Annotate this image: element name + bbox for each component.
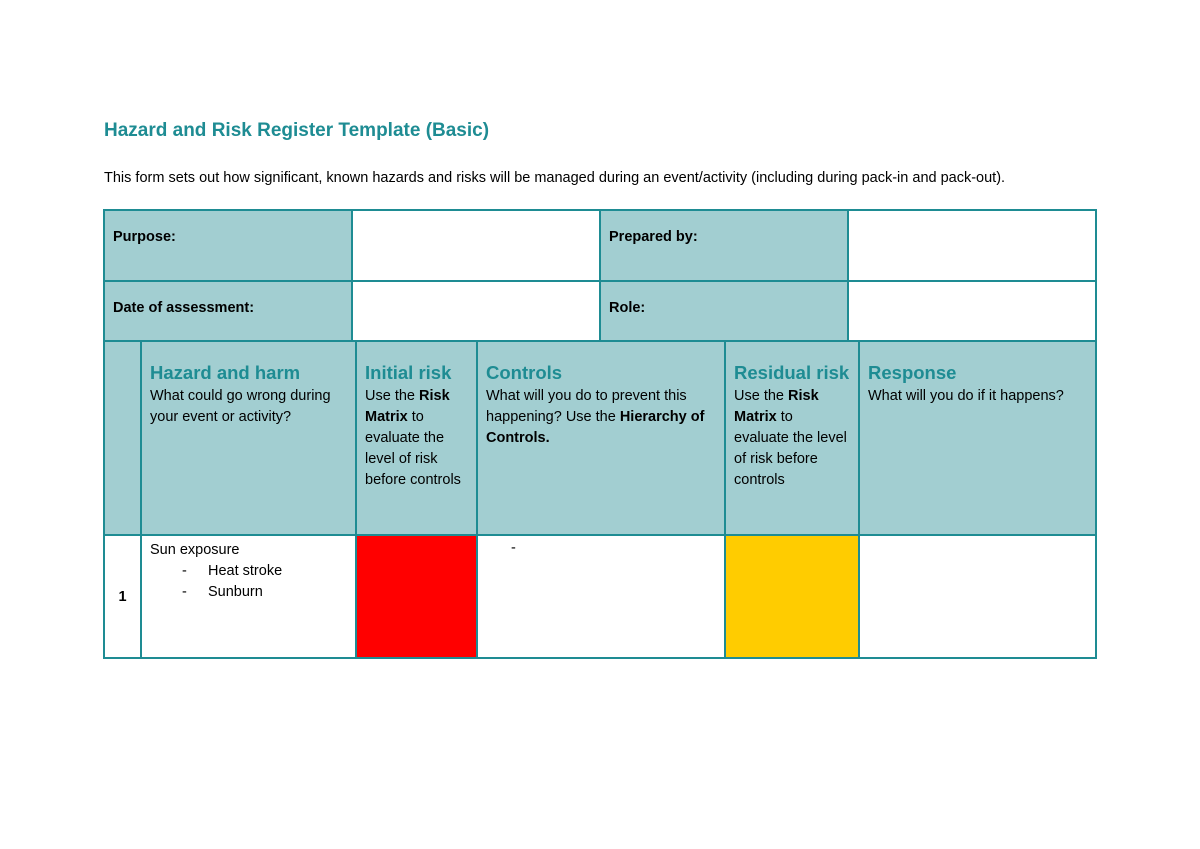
residual-risk-column-title: Residual risk	[734, 362, 850, 383]
list-item: - Heat stroke	[182, 561, 347, 582]
response-cell[interactable]	[859, 535, 1096, 658]
hazard-cell[interactable]	[141, 535, 356, 658]
row-number: 1	[104, 535, 141, 658]
controls-column-title: Controls	[486, 362, 563, 383]
purpose-field[interactable]	[352, 210, 600, 281]
initial-risk-column-header	[356, 341, 477, 535]
harm-list	[150, 561, 347, 603]
date-of-assessment-label: Date of assessment:	[104, 281, 352, 352]
controls-cell[interactable]: -	[477, 535, 725, 658]
residual-risk-cell[interactable]	[725, 535, 859, 658]
initial-risk-cell[interactable]	[356, 535, 477, 658]
hazard-column-desc: What could go wrong during your event or activity?	[150, 388, 331, 425]
number-column-header	[104, 341, 141, 535]
document-title: Hazard and Risk Register Template (Basic)	[104, 120, 490, 141]
hazard-column-header	[141, 341, 356, 535]
hazard-text: Sun exposure	[150, 542, 240, 558]
hazard-column-title: Hazard and harm	[150, 362, 301, 383]
response-column-desc: What will you do if it happens?	[868, 388, 1064, 404]
info-table	[103, 209, 1097, 353]
prepared-by-field[interactable]	[848, 210, 1096, 281]
role-label: Role:	[600, 281, 848, 352]
initial-risk-column-title: Initial risk	[365, 362, 452, 383]
table-row	[104, 535, 1096, 658]
controls-column-header	[477, 341, 725, 535]
response-column-title: Response	[868, 362, 957, 383]
purpose-label: Purpose:	[104, 210, 352, 281]
controls-column-desc: What will you do to prevent this happening? Use the Hierarchy of Controls.	[486, 388, 705, 446]
prepared-by-label: Prepared by:	[600, 210, 848, 281]
list-item: - Sunburn	[182, 582, 347, 603]
response-column-header	[859, 341, 1096, 535]
initial-risk-column-desc: Use the Risk Matrix to evaluate the level of risk before controls	[365, 388, 461, 488]
intro-text: This form sets out how significant, known hazards and risks will be managed during an event/activity (including during pack-in and pack-out).	[104, 170, 1006, 186]
residual-risk-column-header	[725, 341, 859, 535]
risk-register-table	[103, 340, 1097, 659]
residual-risk-column-desc: Use the Risk Matrix to evaluate the level of risk before controls	[734, 388, 847, 488]
